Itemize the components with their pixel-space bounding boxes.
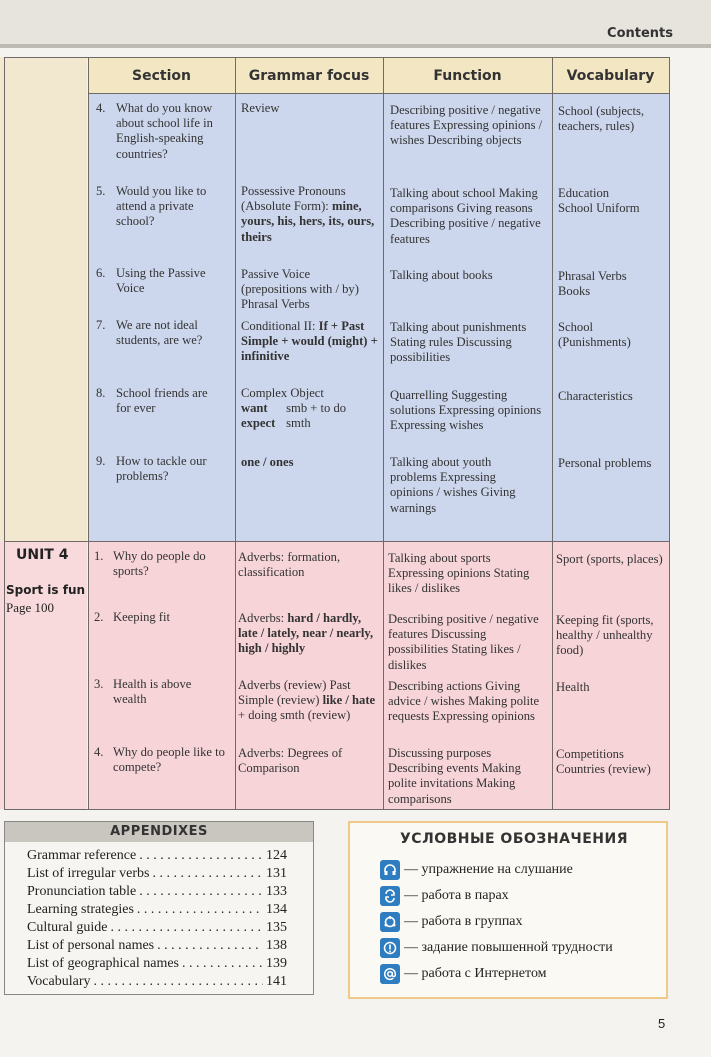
legend-box [348,821,668,999]
row-number: 8. [96,386,106,400]
legend-item: — задание повышенной трудности [380,937,613,959]
function: Talking about youth problems Expressing opinions / wishes Giving warnings [390,455,516,515]
vocabulary: School (Punishments) [558,320,631,350]
section-title: Using the Passive Voice [116,266,206,296]
grammar-focus: one / ones [241,455,294,469]
group-work-icon [380,912,400,932]
page-header-title: Contents [607,26,673,41]
table-border-grammar [383,57,384,809]
legend-item: — работа в парах [380,885,509,907]
grammar-focus: Adverbs: Degrees of Comparison [238,746,343,776]
section-title: Keeping fit [113,610,171,624]
col-header-vocabulary: Vocabulary [566,68,655,84]
grammar-focus: Possessive Pronouns (Absolute Form): mine, yours, his, hers, its, ours, theirs [241,184,375,244]
function: Describing positive / negative features Discussing possibilities Stating likes / dislikes [388,612,539,672]
function: Talking about sports Expressing opinions Stating likes / dislikes [388,551,530,596]
unit4-left-strip [0,541,87,809]
col-header-grammar: Grammar focus [248,68,370,84]
appendix-item[interactable]: List of geographical names . . . 139 [27,955,287,972]
appendix-item[interactable]: Pronunciation table . . . 133 [27,883,287,900]
header-rule [0,44,711,48]
function: Talking about punishments Stating rules Discussing possibilities [390,320,527,365]
function: Talking about books [390,268,493,282]
appendix-item[interactable]: Learning strategies . . . 134 [27,901,287,918]
appendix-item[interactable]: Cultural guide . . . 135 [27,919,287,936]
exclamation-icon [380,938,400,958]
unit-label: UNIT 4 [16,547,69,563]
row-number: 2. [94,610,104,624]
vocabulary: Characteristics [558,389,633,403]
function: Describing positive / negative features Expressing opinions / wishes Describing objects [390,103,543,148]
section-title: How to tackle our problems? [116,454,207,484]
table-border-bottom [4,809,670,810]
vocabulary: Competitions Countries (review) [556,747,651,777]
appendix-item[interactable]: List of personal names . . . 138 [27,937,287,954]
table-header-rule [88,93,670,94]
row-number: 6. [96,266,106,280]
function: Describing actions Giving advice / wishes Making polite requests Expressing opinions [388,679,540,724]
legend-item: — упражнение на слушание [380,859,573,881]
vocabulary: Personal problems [558,456,652,470]
section-title: Would you like to attend a private school? [116,184,207,229]
col-header-function: Function [433,68,502,84]
unit3-left-strip [0,57,87,541]
table-border-top [4,57,670,58]
appendix-item[interactable]: Grammar reference . . . 124 [27,847,287,864]
section-title: Health is above wealth [113,677,192,707]
table-border-function [552,57,553,809]
table-border-left [4,57,5,809]
function: Quarrelling Suggesting solutions Expressing opinions Expressing wishes [390,388,542,433]
table-border-unit [88,57,89,809]
vocabulary: Health [556,680,590,694]
vocabulary: Education School Uniform [558,186,640,216]
legend-item: — работа в группах [380,911,523,933]
row-number: 7. [96,318,106,332]
grammar-focus: Complex Object want expect smb + to do smth [241,386,347,431]
appendixes-title: APPENDIXES [5,822,313,842]
section-title: School friends are for ever [116,386,208,416]
appendixes-box [4,821,314,995]
vocabulary: Phrasal Verbs Books [558,269,627,299]
grammar-focus: Conditional II: If + Past Simple + would (might) + infinitive [241,319,378,364]
grammar-focus: Adverbs: formation, classification [238,550,341,580]
page-number: 5 [658,1016,666,1031]
appendix-item[interactable]: List of irregular verbs . . . 131 [27,865,287,882]
section-title: Why do people do sports? [113,549,206,579]
vocabulary: Sport (sports, places) [556,552,663,566]
grammar-focus: Passive Voice (prepositions with / by) Phrasal Verbs [241,267,359,312]
section-title: Why do people like to compete? [113,745,225,775]
function: Discussing purposes Describing events Making polite invitations Making comparisons [388,746,521,806]
row-number: 3. [94,677,104,691]
row-number: 5. [96,184,106,198]
at-icon [380,964,400,984]
grammar-focus: Adverbs: hard / hardly, late / lately, near / nearly, high / highly [238,611,374,656]
table-border-right [669,57,670,809]
unit-title: Sport is fun [6,583,86,597]
row-number: 4. [94,745,104,759]
pair-work-icon [380,886,400,906]
appendix-item[interactable]: Vocabulary . . . 141 [27,973,287,990]
headphones-icon [380,860,400,880]
col-header-section: Section [132,68,191,84]
unit-page: Page 100 [6,600,55,615]
legend-title: УСЛОВНЫЕ ОБОЗНАЧЕНИЯ [400,831,628,847]
vocabulary: School (subjects, teachers, rules) [558,104,645,134]
function: Talking about school Making comparisons Giving reasons Describing positive / negative features [390,186,541,246]
legend-item: — работа с Интернетом [380,963,547,985]
top-bar [0,0,711,44]
unit-divider [4,541,670,542]
vocabulary: Keeping fit (sports, healthy / unhealthy food) [556,613,654,658]
row-number: 9. [96,454,106,468]
row-number: 4. [96,101,106,115]
table-border-section [235,57,236,809]
grammar-focus: Review [241,101,280,115]
row-number: 1. [94,549,104,563]
section-title: What do you know about school life in English-speaking countries? [116,101,213,161]
section-title: We are not ideal students, are we? [116,318,203,348]
grammar-focus: Adverbs (review) Past Simple (review) like / hate + doing smth (review) [238,678,376,723]
